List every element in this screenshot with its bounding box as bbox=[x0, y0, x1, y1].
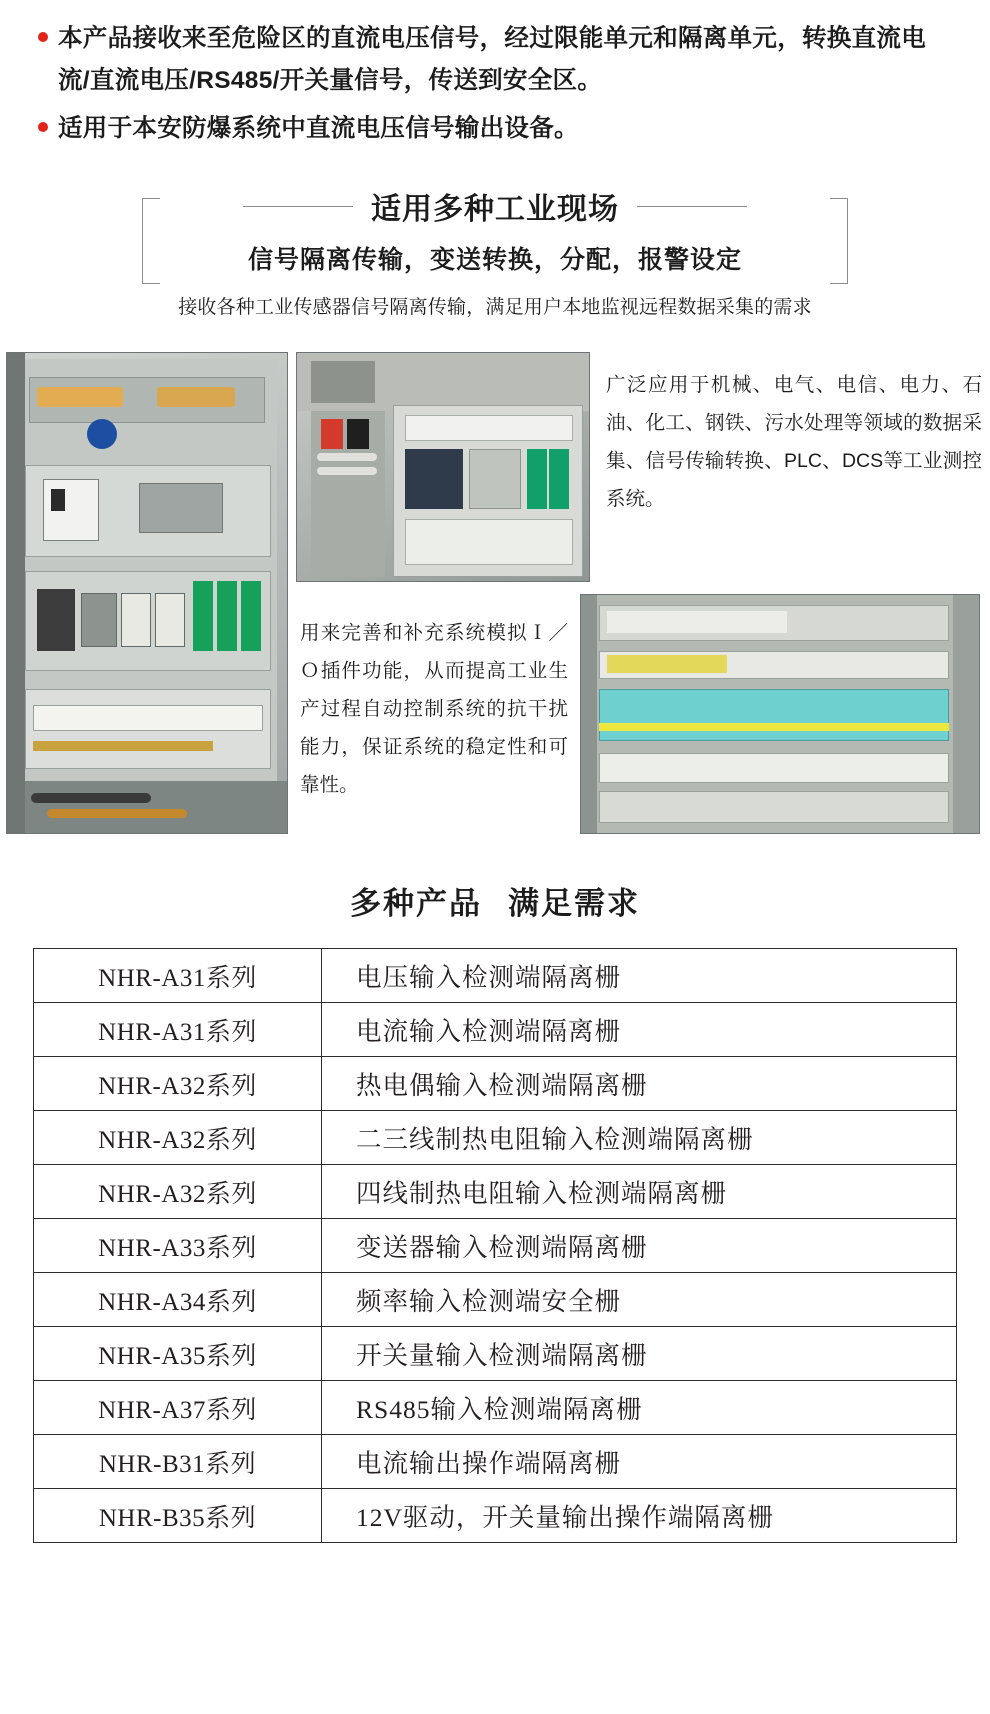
product-series: NHR-A34系列 bbox=[34, 1273, 322, 1327]
section-subtitle: 信号隔离传输，变送转换，分配，报警设定 bbox=[247, 247, 742, 274]
product-description: 电流输入检测端隔离栅 bbox=[322, 1003, 957, 1057]
page-title bbox=[0, 878, 990, 923]
product-series: NHR-A31系列 bbox=[34, 949, 322, 1003]
divider-right bbox=[637, 206, 747, 207]
table-row bbox=[34, 1219, 957, 1273]
intro-bullet-list bbox=[38, 18, 953, 156]
scene-section-header bbox=[0, 186, 990, 319]
table-row bbox=[34, 1489, 957, 1543]
products-table-body bbox=[34, 949, 957, 1543]
bullet-dot-icon bbox=[38, 32, 48, 42]
section-title: 适用多种工业现场 bbox=[371, 193, 619, 226]
table-row bbox=[34, 1111, 957, 1165]
product-series: NHR-A33系列 bbox=[34, 1219, 322, 1273]
products-heading-right: 满足需求 bbox=[508, 886, 640, 921]
table-row bbox=[34, 1381, 957, 1435]
products-heading-left: 多种产品 bbox=[350, 886, 482, 921]
table-row bbox=[34, 1327, 957, 1381]
bracket-left-decoration bbox=[142, 198, 160, 284]
photo-collage bbox=[0, 352, 990, 842]
product-description: 变送器输入检测端隔离栅 bbox=[322, 1219, 957, 1273]
scene-right-text: 广泛应用于机械、电气、电信、电力、石油、化工、钢铁、污水处理等领域的数据采集、信号传输转换、PLC、DCS等工业测控系统。 bbox=[606, 374, 982, 510]
product-series: NHR-A35系列 bbox=[34, 1327, 322, 1381]
intro-bullet-text: 适用于本安防爆系统中直流电压信号输出设备。 bbox=[58, 115, 579, 142]
control-cabinet-photo bbox=[6, 352, 288, 834]
product-description: 电流输出操作端隔离栅 bbox=[322, 1435, 957, 1489]
product-description: 四线制热电阻输入检测端隔离栅 bbox=[322, 1165, 957, 1219]
table-row bbox=[34, 949, 957, 1003]
product-description: RS485输入检测端隔离栅 bbox=[322, 1381, 957, 1435]
control-panel-photo bbox=[296, 352, 590, 582]
product-series: NHR-A37系列 bbox=[34, 1381, 322, 1435]
product-series: NHR-A31系列 bbox=[34, 1003, 322, 1057]
product-description: 电压输入检测端隔离栅 bbox=[322, 949, 957, 1003]
product-series: NHR-A32系列 bbox=[34, 1165, 322, 1219]
section-description: 接收各种工业传感器信号隔离传输，满足用户本地监视远程数据采集的需求 bbox=[178, 297, 812, 318]
divider-left bbox=[243, 206, 353, 207]
bracket-right-decoration bbox=[830, 198, 848, 284]
scene-mid-text: 用来完善和补充系统模拟Ｉ／Ｏ插件功能，从而提高工业生产过程自动控制系统的抗干扰能力，保证系统的稳定性和可靠性。 bbox=[300, 622, 568, 796]
product-description: 热电偶输入检测端隔离栅 bbox=[322, 1057, 957, 1111]
product-description: 二三线制热电阻输入检测端隔离栅 bbox=[322, 1111, 957, 1165]
list-item bbox=[38, 18, 953, 102]
table-row bbox=[34, 1165, 957, 1219]
terminal-rail-photo bbox=[580, 594, 980, 834]
products-table bbox=[33, 948, 957, 1543]
bullet-dot-icon bbox=[38, 122, 48, 132]
table-row bbox=[34, 1003, 957, 1057]
list-item bbox=[38, 108, 953, 150]
product-series: NHR-B35系列 bbox=[34, 1489, 322, 1543]
table-row bbox=[34, 1435, 957, 1489]
table-row bbox=[34, 1273, 957, 1327]
product-series: NHR-A32系列 bbox=[34, 1057, 322, 1111]
table-row bbox=[34, 1057, 957, 1111]
product-series: NHR-B31系列 bbox=[34, 1435, 322, 1489]
product-description: 开关量输入检测端隔离栅 bbox=[322, 1327, 957, 1381]
product-description: 频率输入检测端安全栅 bbox=[322, 1273, 957, 1327]
product-description: 12V驱动，开关量输出操作端隔离栅 bbox=[322, 1489, 957, 1543]
product-series: NHR-A32系列 bbox=[34, 1111, 322, 1165]
intro-bullet-text: 本产品接收来至危险区的直流电压信号，经过限能单元和隔离单元，转换直流电流/直流电压/RS485/开关量信号，传送到安全区。 bbox=[58, 25, 926, 94]
